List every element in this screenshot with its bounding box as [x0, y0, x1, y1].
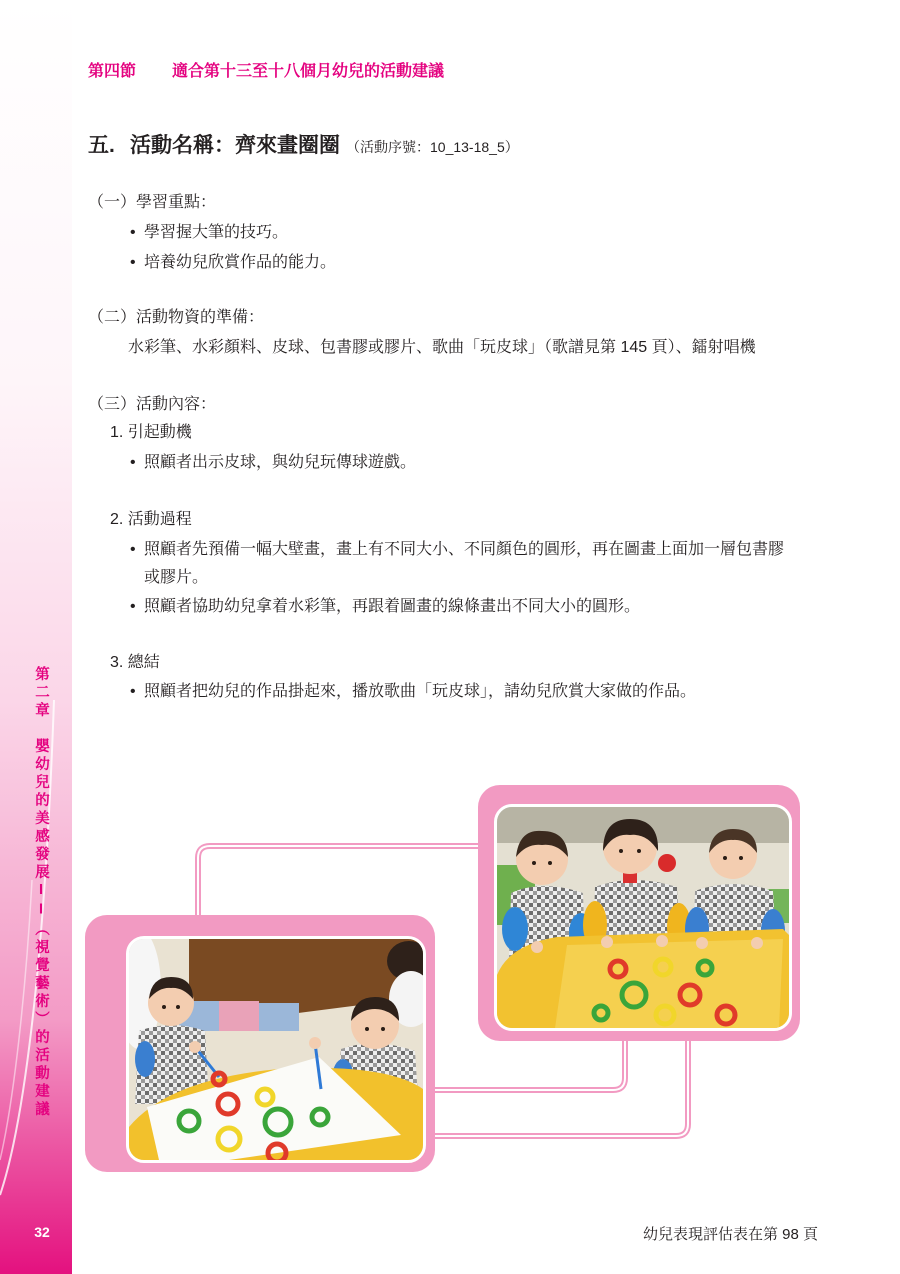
materials-heading: （二）活動物資的準備：: [88, 309, 265, 326]
page-number: 32: [34, 1224, 50, 1240]
step-item-text: 照顧者把幼兒的作品掛起來，播放歌曲「玩皮球」，請幼兒欣賞大家做的作品。: [144, 683, 697, 700]
bullet-icon: •: [130, 598, 136, 615]
activity-photo-children-painting: [126, 936, 426, 1163]
photo-image: [129, 939, 423, 1160]
plastic-sheet: [555, 939, 783, 1028]
bullet-icon: •: [130, 541, 136, 558]
photo-frame-top-right: [478, 785, 800, 1041]
bullet-icon: •: [130, 224, 136, 241]
photo-image: [497, 807, 789, 1028]
ball: [658, 854, 676, 872]
step-title: 3. 總結: [110, 654, 160, 671]
section-label: 第四節: [88, 63, 137, 80]
activity-name: 活動名稱：齊來畫圈圈: [130, 134, 340, 157]
activity-photo-children-at-table: [494, 804, 792, 1031]
footer-note: 幼兒表現評估表在第 98 頁: [643, 1226, 819, 1243]
activity-serial: （活動序號：10_13-18_5）: [346, 139, 519, 155]
step-item-continuation: 或膠片。: [144, 569, 209, 586]
activity-number: 五.: [88, 134, 115, 157]
bullet-icon: •: [130, 683, 136, 700]
step-item-text: 照顧者出示皮球，與幼兒玩傳球遊戲。: [144, 454, 417, 471]
bullet-icon: •: [130, 254, 136, 271]
learning-focus-item-text: 學習握大筆的技巧。: [144, 224, 289, 241]
step-item-text: 照顧者協助幼兒拿着水彩筆，再跟着圖畫的線條畫出不同大小的圓形。: [144, 598, 641, 615]
chapter-title-vertical: 第二章 嬰幼兒的美感發展II（視覺藝術）的活動建議: [33, 666, 49, 1119]
content-heading: （三）活動內容：: [88, 396, 217, 413]
step-item-text: 照顧者先預備一幅大壁畫，畫上有不同大小、不同顏色的圓形，再在圖畫上面加一層包書膠: [144, 541, 785, 558]
section-title: 適合第十三至十八個月幼兒的活動建議: [172, 63, 445, 80]
photo-frame-bottom-left: [85, 915, 435, 1172]
materials-text: 水彩筆、水彩顏料、皮球、包書膠或膠片、歌曲「玩皮球」（歌譜見第 145 頁）、鐳射唱機: [128, 339, 756, 356]
step-title: 2. 活動過程: [110, 511, 192, 528]
step-title: 1. 引起動機: [110, 424, 192, 441]
learning-focus-heading: （一）學習重點：: [88, 194, 217, 211]
bullet-icon: •: [130, 454, 136, 471]
learning-focus-item-text: 培養幼兒欣賞作品的能力。: [144, 254, 337, 271]
